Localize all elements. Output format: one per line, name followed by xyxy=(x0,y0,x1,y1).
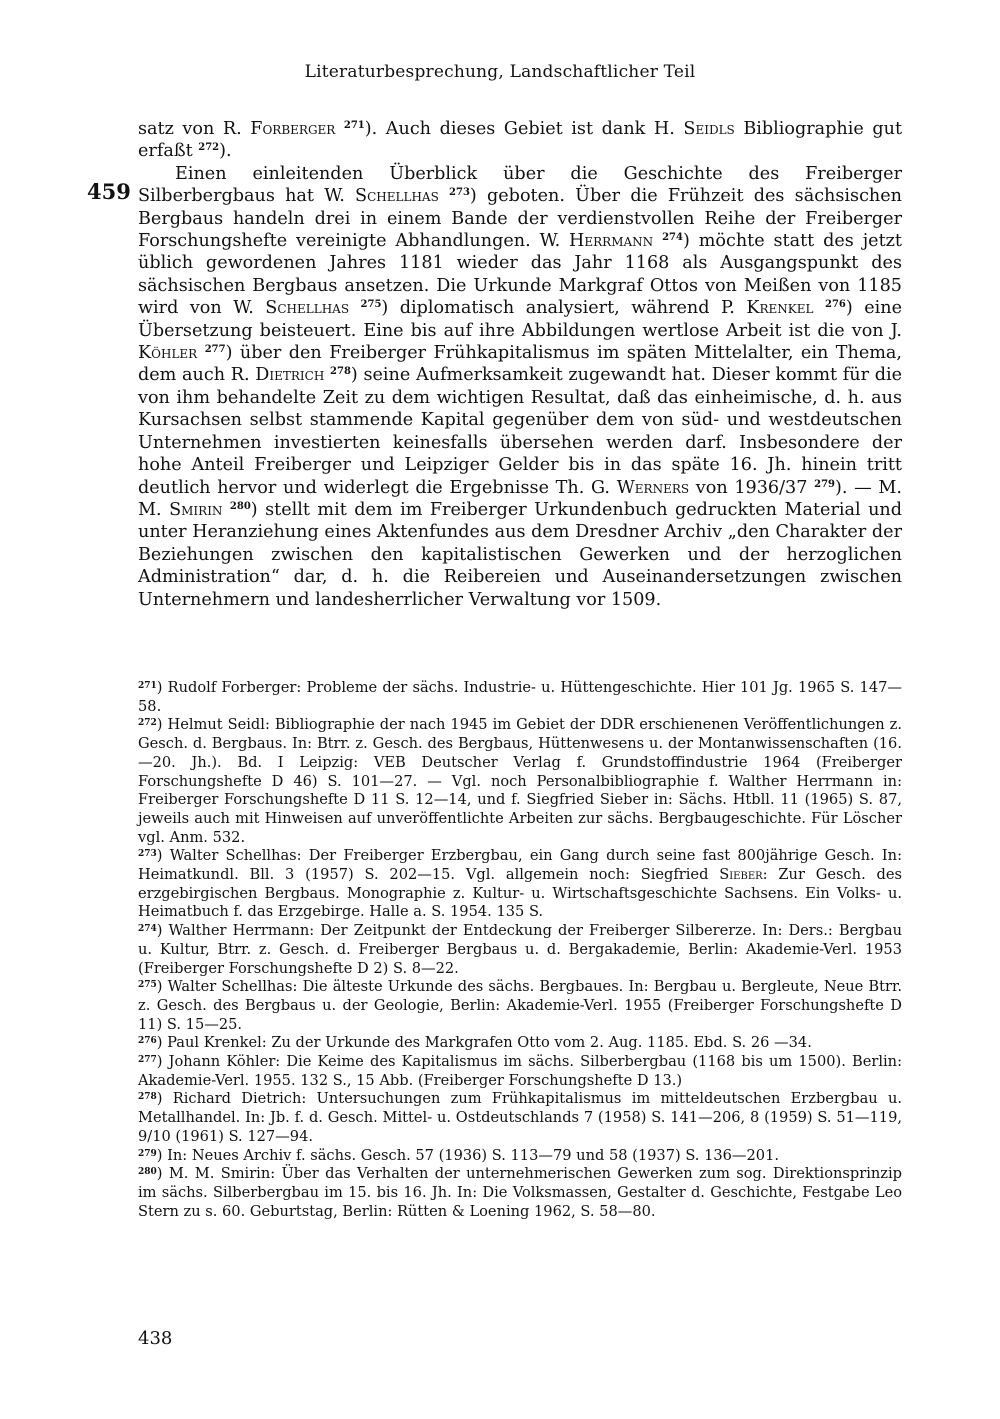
footnote-278 xyxy=(138,1090,902,1146)
footnote-ref[interactable]: 272 xyxy=(198,142,220,154)
footnote-mark: 280 xyxy=(138,1167,157,1178)
main-text xyxy=(138,118,902,611)
footnote-280 xyxy=(138,1165,902,1221)
footnote-text: ) Johann Köhler: Die Keime des Kapitalismus im sächs. Silberbergbau (1168 bis um 1500). Berlin: Akademie-Verl. 1955. 132 S., 15 Abb. (Freiberger Forschungshefte D 13.) xyxy=(138,1053,902,1089)
footnotes xyxy=(138,679,902,1221)
footnote-ref[interactable]: 275 xyxy=(360,299,382,311)
footnote-text: ) Helmut Seidl: Bibliographie der nach 1945 im Gebiet der DDR erschienenen Veröffentlichungen z. Gesch. d. Bergbaus. In: Btrr. z. Gesch. des Bergbaus, Hüttenwesens u. der Montanwissenschaften (16.—20. Jh.). Bd. I Leipzig: VEB Deutscher Verlag f. Grundstoffindustrie 1964 (Freiberger Forschungshefte D 46) S. 101—27. — Vgl. noch Personalbibliographie f. Walther Herrmann in: Freiberger Forschungshefte D 11 S. 12—14, und f. Siegfried Sieber in: Sächs. Htbll. 11 (1965) S. 87, jeweils auch mit Hinweisen auf unveröffentlichte Arbeiten zur sächs. Bergbaugeschichte. Für Löscher vgl. Anm. 532. xyxy=(138,716,902,846)
text-run: ). — M. M. xyxy=(138,477,903,520)
text-run: ) über den Freiberger Frühkapitalismus im späten Mittelalter, ein Thema, dem auch R. xyxy=(138,343,903,386)
footnote-mark: 273 xyxy=(138,849,157,860)
footnote-ref[interactable]: 280 xyxy=(229,500,251,512)
footnote-text: ) Paul Krenkel: Zu der Urkunde des Markgrafen Otto vom 2. Aug. 1185. Ebd. S. 26 —34. xyxy=(156,1034,812,1052)
paragraph xyxy=(138,118,902,163)
footnote-273 xyxy=(138,847,902,922)
author-name: Werners xyxy=(616,477,690,498)
footnote-text: ) In: Neues Archiv f. sächs. Gesch. 57 (1936) S. 113—79 und 58 (1937) S. 136—201. xyxy=(156,1146,780,1164)
text-run: ) geboten. Über die Frühzeit des sächsischen Bergbaus handeln drei in einem Bande der verdienstvollen Reihe der Freiberger Forschungshefte vereinigte Abhandlungen. W. xyxy=(138,186,902,252)
text-run: ). xyxy=(219,141,232,162)
footnote-ref[interactable]: 271 xyxy=(343,120,365,131)
author-name: Köhler xyxy=(138,343,198,364)
footnote-mark: 274 xyxy=(138,924,157,935)
footnote-mark: 277 xyxy=(138,1055,157,1066)
footnote-272 xyxy=(138,716,902,847)
footnote-text: ) M. M. Smirin: Über das Verhalten der unternehmerischen Gewerken zum sog. Direktionsprinzip im sächs. Silberbergbau im 15. bis 16. Jh. In: Die Volksmassen, Gestalter d. Geschichte, Festgabe Leo Stern zu s. 60. Geburtstag, Berlin: Rütten & Loening 1962, S. 58—80. xyxy=(138,1165,902,1220)
text-run: ) stellt mit dem im Freiberger Urkundenbuch gedruckten Material und unter Heranziehung eines Aktenfundes aus dem Dresdner Archiv „den Charakter der Beziehungen zwischen den kapitalistischen Gewerken und der herzoglichen Administration“ dar, d. h. die Reibereien und Auseinandersetzungen zwischen Unternehmern und landesherrlicher Verwaltung vor 1509. xyxy=(138,499,903,610)
footnote-mark: 278 xyxy=(138,1092,157,1103)
footnote-mark: 275 xyxy=(138,980,157,991)
margin-number: 459 xyxy=(87,179,131,204)
text-run: ) diplomatisch analysiert, während P. xyxy=(381,298,747,319)
footnote-text: ) Richard Dietrich: Untersuchungen zum Frühkapitalismus im mitteldeutschen Erzbergbau u. Metallhandel. In: Jb. f. d. Gesch. Mittel- u. Ostdeutschlands 7 (1958) S. 141—206, 8 (1959) S. 51—119, 9/10 (1961) S. 127—94. xyxy=(138,1090,902,1145)
footnote-ref[interactable]: 278 xyxy=(330,366,351,378)
footnote-mark: 271 xyxy=(138,681,157,691)
footnote-mark: 279 xyxy=(138,1148,157,1159)
footnote-ref[interactable]: 279 xyxy=(814,478,835,490)
footnote-text: : Zur Gesch. des erzgebirgischen Bergbaus. Monographie z. Kultur- u. Wirtschaftsgeschichte Sachsens. Ein Volks- u. Heimatbuch f. das Erzgebirge. Halle a. S. 1954. 135 S. xyxy=(138,866,903,921)
author-name: Dietrich xyxy=(255,365,325,386)
author-name: Herrmann xyxy=(569,231,654,252)
footnote-mark: 272 xyxy=(138,718,157,729)
text-run: ) seine Aufmerksamkeit zugewandt hat. Dieser kommt für die von ihm behandelte Zeit zu dem wichtigen Resultat, daß das einheimische, d. h. aus Kursachsen selbst stammende Kapital gegenüber dem von süd- und westdeutschen Unternehmen investierten keinesfalls übersehen werden darf. Insbesondere der hohe Anteil Freiberger und Leipziger Gelder bis in das späte 16. Jh. hinein tritt deutlich hervor und widerlegt die Ergebnisse Th. G. xyxy=(138,365,903,498)
footnote-277 xyxy=(138,1053,902,1090)
author-name: Schellhas xyxy=(265,298,350,319)
author-name: Forberger xyxy=(250,119,336,139)
footnote-274 xyxy=(138,922,902,978)
text-run: Bibliographie gut erfaßt xyxy=(138,119,903,162)
text-run: ) möchte statt des jetzt üblich gewordenen Jahres 1181 wieder das Jahr 1168 als Ausgangspunkt des sächsischen Bergbaus ansetzen. Die Urkunde Markgraf Ottos von Meißen von 1185 wird von W. xyxy=(138,231,902,319)
footnote-271 xyxy=(138,679,902,716)
author-name: Seidls xyxy=(683,119,735,139)
footnote-ref[interactable]: 276 xyxy=(825,299,846,311)
footnote-mark: 276 xyxy=(138,1036,157,1047)
author-name: Schellhas xyxy=(355,186,439,207)
text-run: satz von R. xyxy=(138,119,251,139)
author-name: Krenkel xyxy=(746,298,814,319)
footnote-text: ) Walter Schellhas: Die älteste Urkunde des sächs. Bergbaues. In: Bergbau u. Bergleute, Neue Btrr. z. Gesch. des Bergbaus u. der Geologie, Berlin: Akademie-Verl. 1955 (Freiberger Forschungshefte D 11) S. 15—25. xyxy=(138,978,902,1033)
footnote-text: ) Walter Schellhas: Der Freiberger Erzbergbau, ein Gang durch seine fast 800jährige Gesch. In: Heimatkundl. Bll. 3 (1957) S. 202—15. Vgl. allgemein noch: Siegfried xyxy=(138,847,902,884)
text-run: von 1936/37 xyxy=(689,477,808,498)
footnote-ref[interactable]: 277 xyxy=(204,344,226,356)
footnote-276 xyxy=(138,1034,902,1053)
footnote-279 xyxy=(138,1147,902,1166)
author-name: Smirin xyxy=(169,499,223,520)
footnote-text: ) Walther Herrmann: Der Zeitpunkt der Entdeckung der Freiberger Silbererze. In: Ders.: Bergbau u. Kultur, Btrr. z. Gesch. d. Freiberger Bergbaus u. d. Bergakademie, Berlin: Akademie-Verl. 1953 (Freiberger Forschungshefte D 2) S. 8—22. xyxy=(138,922,902,977)
footnote-ref[interactable]: 274 xyxy=(662,232,683,244)
text-run: ). Auch dieses Gebiet ist dank H. xyxy=(364,119,684,139)
footnote-275 xyxy=(138,978,902,1034)
page-number: 438 xyxy=(138,1328,173,1349)
author-name: Sieber xyxy=(719,866,763,884)
footnote-text: ) Rudolf Forberger: Probleme der sächs. Industrie- u. Hüttengeschichte. Hier 101 Jg. 1965 S. 147—58. xyxy=(138,679,902,715)
running-head: Literaturbesprechung, Landschaftlicher Teil xyxy=(304,62,696,82)
footnote-ref[interactable]: 273 xyxy=(449,187,470,199)
text-run: ) eine Übersetzung beisteuert. Eine bis auf ihre Abbildungen wertlose Arbeit ist die von J. xyxy=(138,298,903,341)
paragraph xyxy=(138,163,902,611)
text-run: Einen einleitenden Überblick über die Geschichte des Freiberger Silberbergbaus hat W. xyxy=(138,163,902,207)
